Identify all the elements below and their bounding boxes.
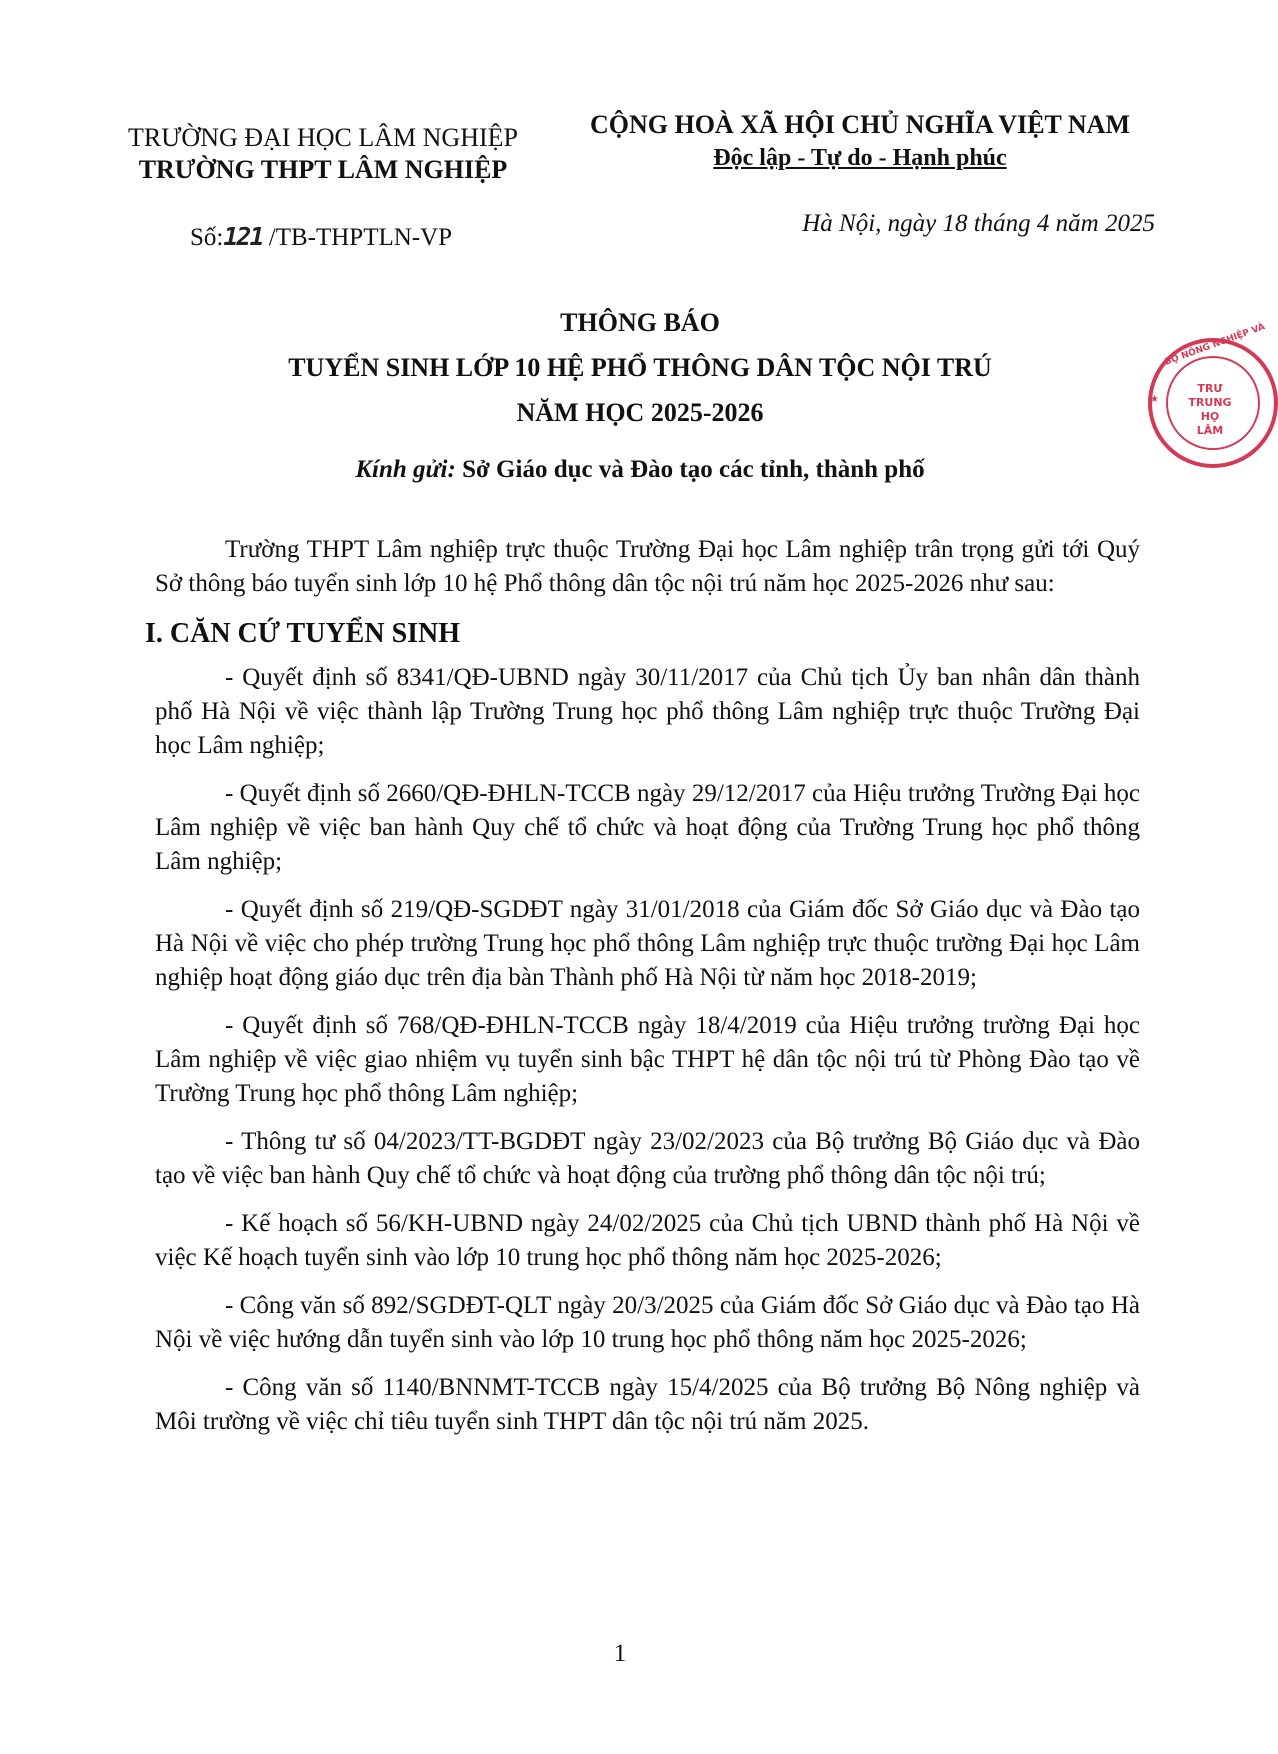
document-title <box>140 300 1140 435</box>
basis-item: - Công văn số 1140/BNNMT-TCCB ngày 15/4/2025 của Bộ trưởng Bộ Nông nghiệp và Môi trường về việc chỉ tiêu tuyển sinh THPT dân tộc nội trú năm 2025. <box>155 1374 1140 1435</box>
red-seal-stamp <box>1148 322 1278 468</box>
section-heading: I. CĂN CỨ TUYỂN SINH <box>145 618 461 649</box>
document-body <box>145 533 1140 1453</box>
basis-item: - Quyết định số 768/QĐ-ĐHLN-TCCB ngày 18/4/2019 của Hiệu trưởng trường Đại học Lâm nghiệp về việc giao nhiệm vụ tuyển sinh bậc THPT hệ dân tộc nội trú từ Phòng Đào tạo về Trường Trung học phổ thông Lâm nghiệp; <box>155 1012 1140 1107</box>
basis-item: - Quyết định số 219/QĐ-SGDĐT ngày 31/01/2018 của Giám đốc Sở Giáo dục và Đào tạo Hà Nội về việc cho phép trường Trung học phổ thông Lâm nghiệp trực thuộc trường Đại học Lâm nghiệp hoạt động giáo dục trên địa bàn Thành phố Hà Nội từ năm học 2018-2019; <box>155 896 1140 991</box>
national-motto-header <box>560 108 1160 174</box>
basis-item: - Quyết định số 2660/QĐ-ĐHLN-TCCB ngày 29/12/2017 của Hiệu trưởng Trường Đại học Lâm nghiệp về việc ban hành Quy chế tổ chức và hoạt động của Trường Trung học phổ thông Lâm nghiệp; <box>155 780 1140 875</box>
handwritten-number: 121 <box>223 222 263 251</box>
basis-item: - Kế hoạch số 56/KH-UBND ngày 24/02/2025 của Chủ tịch UBND thành phố Hà Nội về việc Kế hoạch tuyển sinh vào lớp 10 trung học phổ thông năm học 2025-2026; <box>155 1210 1140 1271</box>
page-number: 1 <box>613 1640 627 1667</box>
recipient-value: Sở Giáo dục và Đào tạo các tỉnh, thành phố <box>455 456 925 483</box>
seal-text-top: BỘ NÔNG NGHIỆP VÀ <box>1163 322 1267 368</box>
parent-organization: TRƯỜNG ĐẠI HỌC LÂM NGHIỆP <box>128 123 518 152</box>
document-number-prefix: Số: <box>190 224 224 251</box>
recipient-label: Kính gửi: <box>355 456 456 483</box>
basis-item: - Thông tư số 04/2023/TT-BGDĐT ngày 23/02/2023 của Bộ trưởng Bộ Giáo dục và Đào tạo về việc ban hành Quy chế tổ chức và hoạt động của trường phổ thông dân tộc nội trú; <box>155 1128 1140 1189</box>
intro-paragraph: Trường THPT Lâm nghiệp trực thuộc Trường Đại học Lâm nghiệp trân trọng gửi tới Quý Sở thông báo tuyển sinh lớp 10 hệ Phổ thông dân tộc nội trú năm học 2025-2026 như sau: <box>155 536 1140 597</box>
title-line-2: TUYỂN SINH LỚP 10 HỆ PHỔ THÔNG DÂN TỘC NỘI TRÚ <box>288 353 992 382</box>
country-name: CỘNG HOÀ XÃ HỘI CHỦ NGHĨA VIỆT NAM <box>589 110 1131 139</box>
document-number-suffix: /TB-THPTLN-VP <box>262 224 453 251</box>
seal-text-center: TRƯ TRUNG HỌ LÂM <box>1188 382 1232 437</box>
basis-item: - Công văn số 892/SGDĐT-QLT ngày 20/3/2025 của Giám đốc Sở Giáo dục và Đào tạo Hà Nội về việc hướng dẫn tuyển sinh vào lớp 10 trung học phổ thông năm học 2025-2026; <box>155 1292 1140 1353</box>
document-date: Hà Nội, ngày 18 tháng 4 năm 2025 <box>802 210 1155 237</box>
document-number <box>190 222 452 252</box>
issuing-school: TRƯỜNG THPT LÂM NGHIỆP <box>138 155 508 184</box>
basis-item: - Quyết định số 8341/QĐ-UBND ngày 30/11/2017 của Chủ tịch Ủy ban nhân dân thành phố Hà Nội về việc thành lập Trường Trung học phổ thông Lâm nghiệp trực thuộc Trường Đại học Lâm nghiệp; <box>155 664 1140 759</box>
title-line-3: NĂM HỌC 2025-2026 <box>516 398 764 427</box>
recipient-line <box>140 456 1140 484</box>
issuer-header <box>108 122 538 186</box>
seal-star-icon: ★ <box>1150 394 1159 405</box>
national-motto: Độc lập - Tự do - Hạnh phúc <box>713 145 1007 171</box>
title-line-1: THÔNG BÁO <box>560 308 720 337</box>
